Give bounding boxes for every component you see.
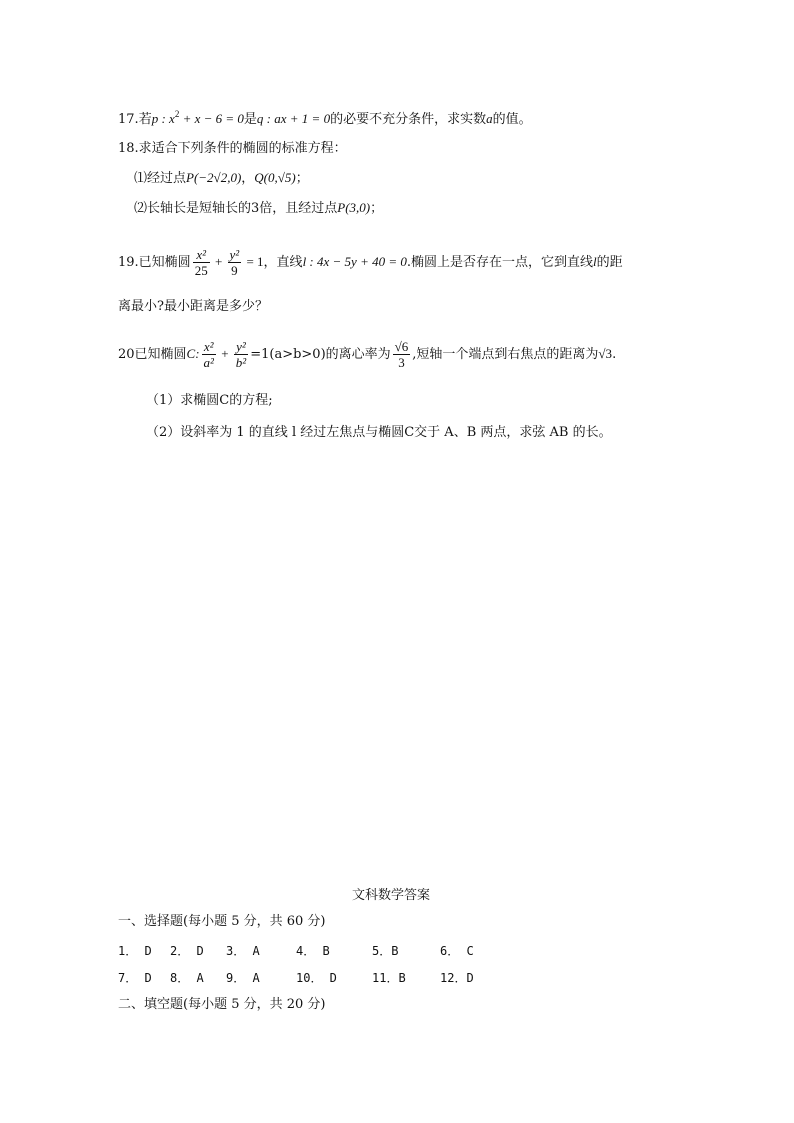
q20-distance: √3 [598,346,613,361]
q19-l: l [593,254,597,269]
answer-4: 4． B [296,944,330,958]
q19-line-expr: l : 4x − 5y + 40 = 0 [302,254,407,269]
q18-c2-pre: ⑵长轴长是短轴长的3倍，且经过点 [134,201,338,216]
answers-section-1: 一、选择题(每小题 5 分，共 60 分) [118,914,326,929]
question-18-condition-1 [134,168,309,189]
answer-10: 10． D [296,971,337,985]
q17-end: 的值。 [492,112,532,127]
question-18-condition-2 [134,198,383,219]
answer-1: 1． D [118,944,152,958]
q19-number: 19.已知椭圆 [118,255,191,270]
q17-p-exp: 2 [174,109,180,119]
q20-fraction-x: $\frac{\text{x²}}{\text{a²}}$ [203,339,214,370]
question-20: 20已知椭圆C: $\frac{\text{x²}}{\text{a²}}$ + $\frac{\text{y²}}{\text{b²}}$ =1(a>b>0)的离心率为 $\frac{√6}{3}$ ,短轴一个端点到右焦点的距离为√3. [118,339,617,370]
answer-3: 3． A [226,944,260,958]
q20-condition: =1(a>b>0)的离心率为 [250,347,391,362]
q18-c2-point-p: P(3,0) [337,200,371,215]
q20-post: ,短轴一个端点到右焦点的距离为 [412,347,599,362]
q17-mid: 是 [243,112,257,127]
q17-q-expr: q : ax + 1 = 0 [256,111,331,126]
q19-fraction-x: $\frac{\text{x²}}{25}$ [194,247,208,278]
answer-2: 2． D [170,944,204,958]
question-17 [118,109,532,130]
question-20-sub-2: （2）设斜率为 1 的直线 l 经过左焦点与椭圆C交于 A、B 两点，求弦 AB 的长。 [146,425,612,440]
q18-c1-pre: ⑴经过点 [134,171,187,186]
answer-12: 12．D [440,971,474,985]
answers-row-2 [118,968,474,988]
q20-fraction-y: $\frac{\text{y²}}{\text{b²}}$ [235,339,247,370]
answer-5: 5．B [372,944,399,958]
q17-pre: 若 [138,112,152,127]
question-18-title: 18.求适合下列条件的椭圆的标准方程： [118,141,347,156]
q18-c1-sep: ， [241,171,255,186]
q17-a: a [486,111,493,126]
answers-title: 文科数学答案 [352,888,431,903]
q20-number: 20已知椭圆 [118,347,187,362]
q17-post: 的必要不充分条件，求实数 [330,112,487,127]
q18-c1-end: ； [295,171,309,186]
question-19: 19.已知椭圆 $\frac{\text{x²}}{25}$ + $\frac{\text{y²}}{9}$ = 1，直线l : 4x − 5y + 40 = 0.椭圆上是否存在一点，它到直线l的距 [118,247,623,278]
answer-7: 7． D [118,971,152,985]
q19-end: 的距 [596,255,623,270]
question-20-sub-1: （1）求椭圆C的方程; [146,393,273,408]
q18-c1-point-p: P(−2√2,0) [186,170,242,185]
q17-p-expr: p : x [151,111,175,126]
answer-11: 11．B [372,971,406,985]
q20-c: C: [186,346,200,361]
answers-row-1 [118,941,474,961]
answer-9: 9． A [226,971,260,985]
q17-p-rest: + x − 6 = 0 [179,111,244,126]
question-19-line-2: 离最小?最小距离是多少？ [118,299,268,314]
q19-post: .椭圆上是否存在一点，它到直线 [406,255,594,270]
q19-line-pre: ，直线 [263,255,303,270]
answer-6: 6． C [440,944,474,958]
q17-number: 17. [118,112,139,127]
q20-end: . [612,347,617,362]
q20-eccentricity: $\frac{√6}{3}$ [394,339,409,370]
answer-8: 8． A [170,971,204,985]
q18-c2-end: ； [370,201,384,216]
q18-c1-point-q: Q(0,√5) [254,170,296,185]
q19-fraction-y: $\frac{\text{y²}}{9}$ [229,247,240,278]
answers-section-2: 二、填空题(每小题 5 分，共 20 分) [118,997,326,1012]
